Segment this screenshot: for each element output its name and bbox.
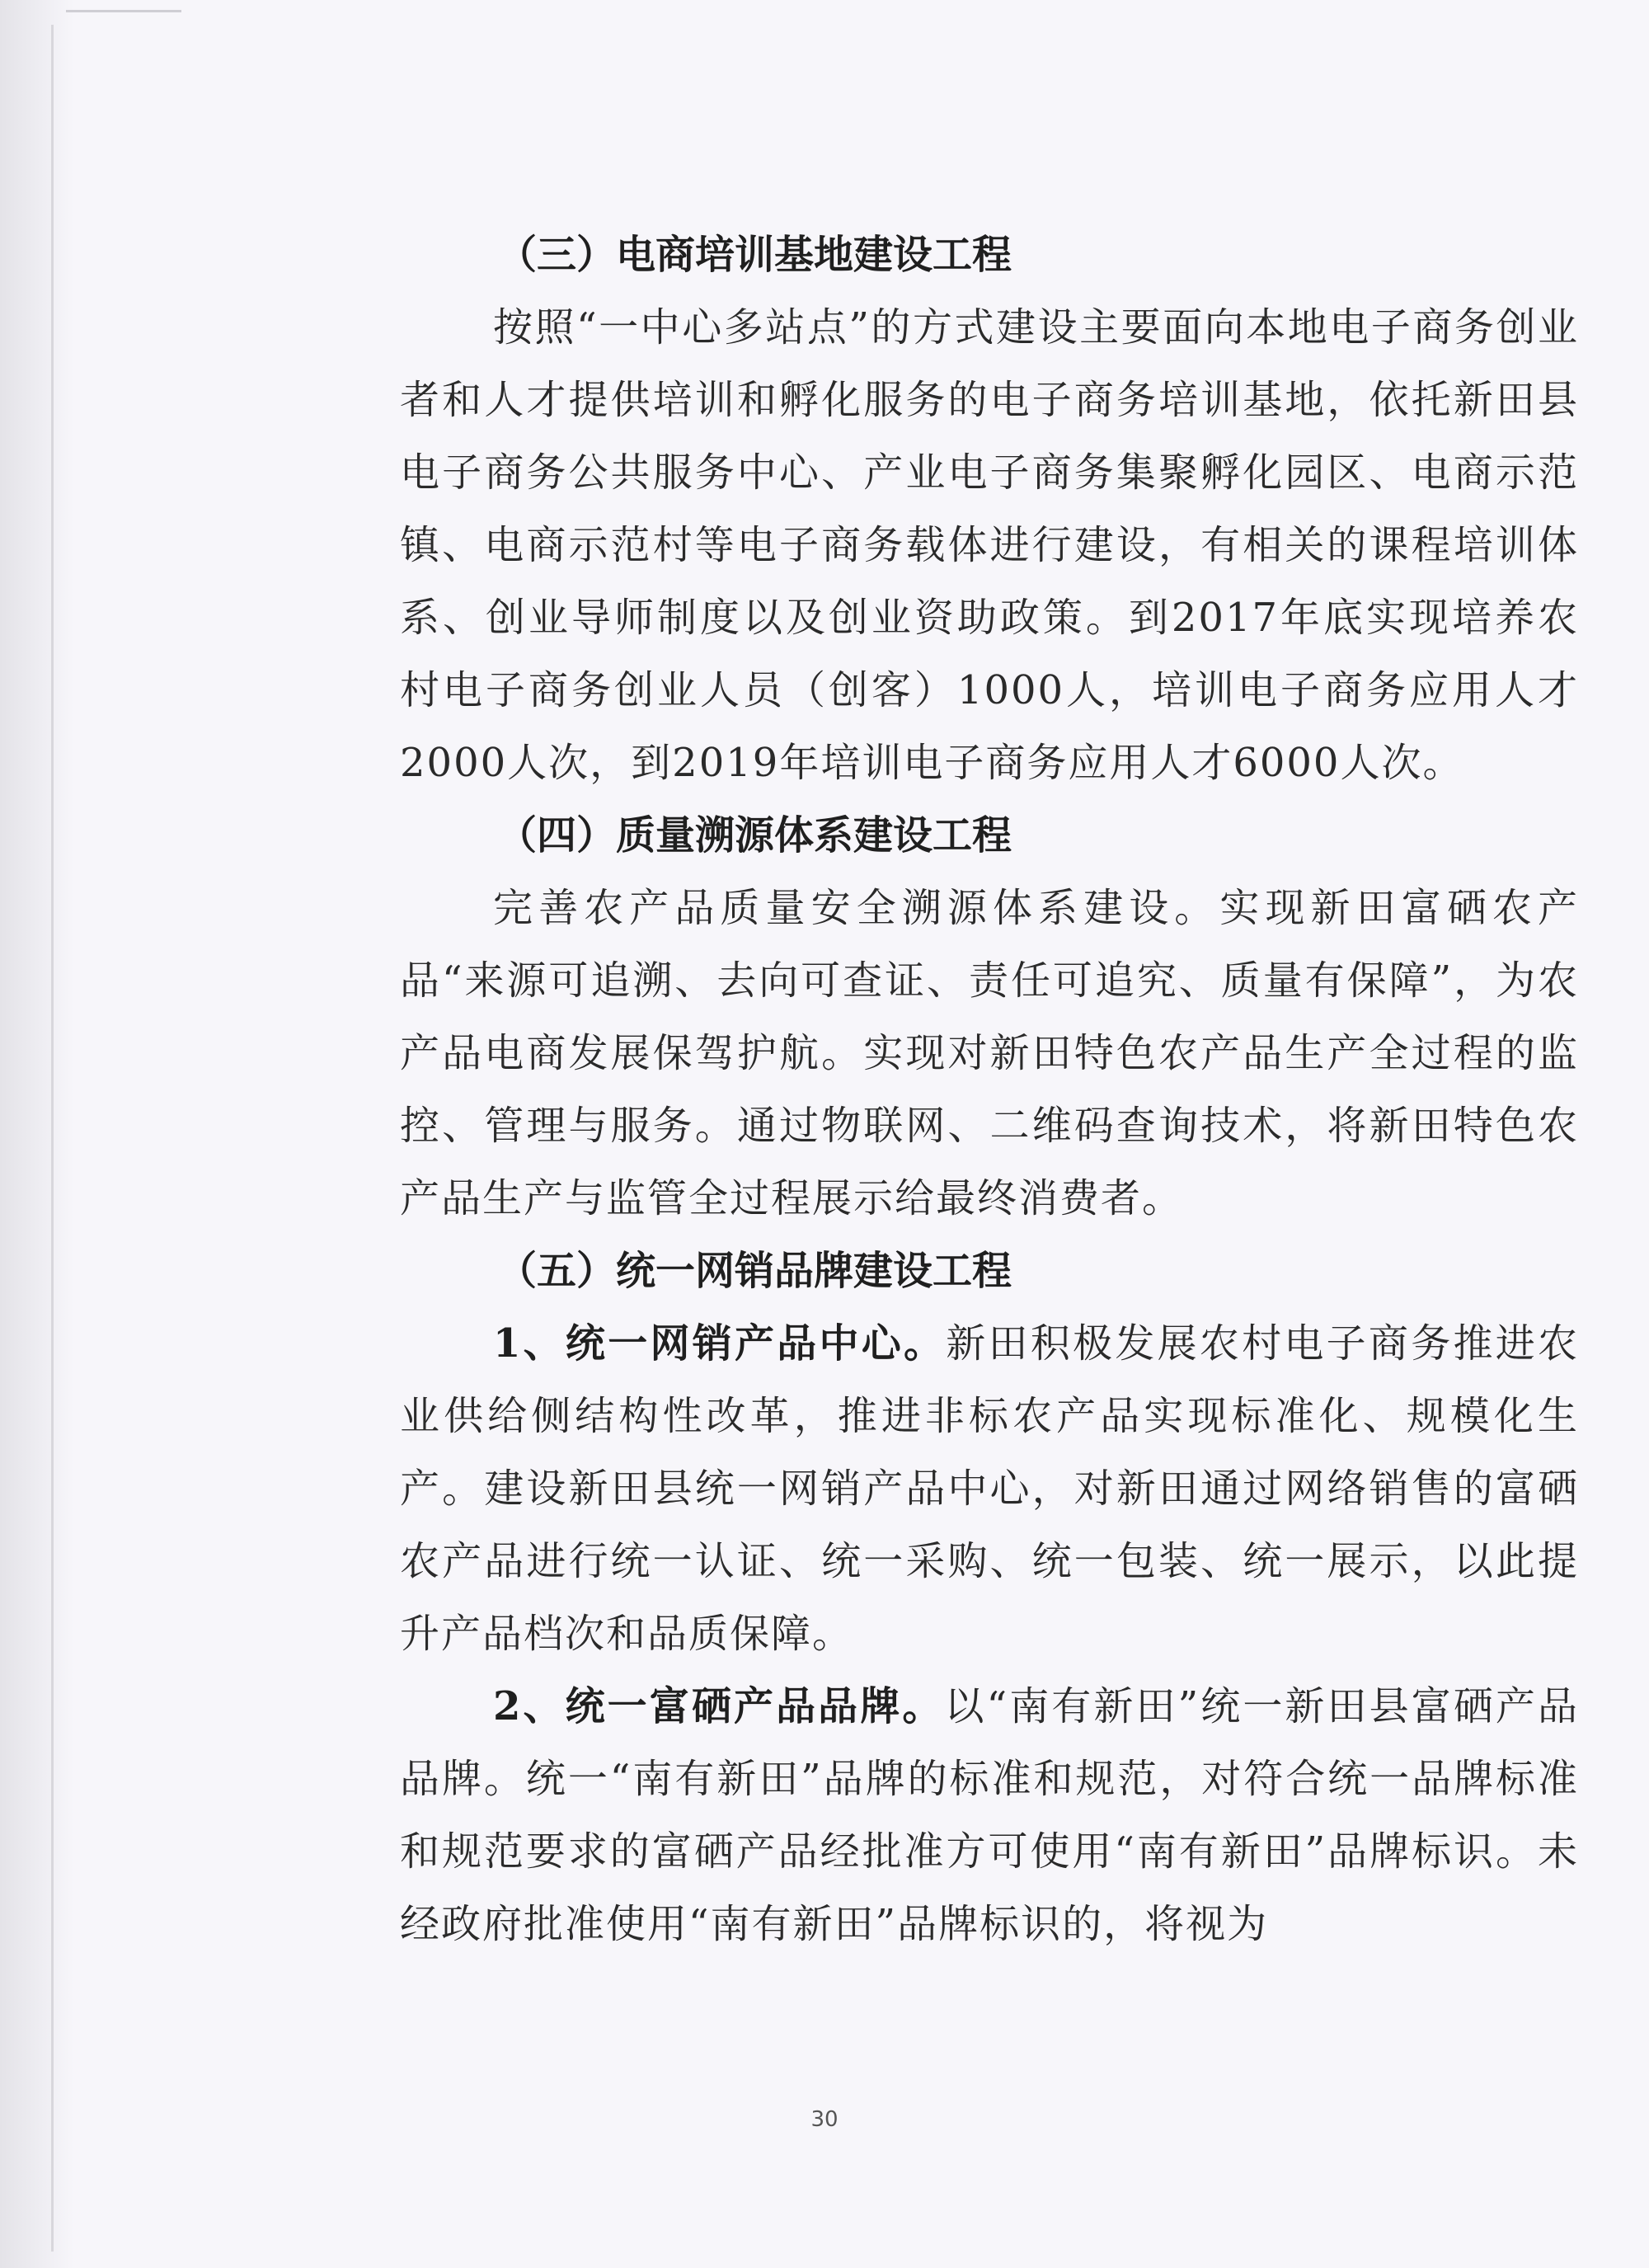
section-5-item-1 xyxy=(400,1307,1579,1670)
scan-top-mark xyxy=(66,10,181,12)
section-heading-4: （四）质量溯源体系建设工程 xyxy=(497,812,1012,859)
section-heading-3: （三）电商培训基地建设工程 xyxy=(497,232,1012,278)
item-1-text: 新田积极发展农村电子商务推进农业供给侧结构性改革，推进非标农产品实现标准化、规模化生产。建设新田县统一网销产品中心，对新田通过网络销售的富硒农产品进行统一认证、统一采购、统一包装、统一展示，以此提升产品档次和品质保障。 xyxy=(400,1320,1579,1657)
scan-edge-line xyxy=(51,25,54,2252)
scan-edge-shadow xyxy=(0,0,74,2268)
section-heading-5: （五）统一网销品牌建设工程 xyxy=(497,1248,1012,1294)
item-2-text: 以“南有新田”统一新田县富硒产品品牌。统一“南有新田”品牌的标准和规范，对符合统一品牌标准和规范要求的富硒产品经批准方可使用“南有新田”品牌标识。未经政府批准使用“南有新田”品牌标识的，将视为 xyxy=(400,1683,1579,1947)
document-body xyxy=(400,219,1579,1960)
section-5-item-2 xyxy=(400,1670,1579,1960)
item-2-lead: 2、统一富硒产品品牌。 xyxy=(493,1683,945,1729)
item-1-lead: 1、统一网销产品中心。 xyxy=(493,1320,947,1367)
section-4-paragraph: 完善农产品质量安全溯源体系建设。实现新田富硒农产品“来源可追溯、去向可查证、责任可追究、质量有保障”，为农产品电商发展保驾护航。实现对新田特色农产品生产全过程的监控、管理与服务。通过物联网、二维码查询技术，将新田特色农产品生产与监管全过程展示给最终消费者。 xyxy=(400,885,1579,1221)
page-number: 30 xyxy=(810,2107,839,2132)
section-3-paragraph: 按照“一中心多站点”的方式建设主要面向本地电子商务创业者和人才提供培训和孵化服务的电子商务培训基地，依托新田县电子商务公共服务中心、产业电子商务集聚孵化园区、电商示范镇、电商示范村等电子商务载体进行建设，有相关的课程培训体系、创业导师制度以及创业资助政策。到2017年底实现培养农村电子商务创业人员（创客）1000人，培训电子商务应用人才2000人次，到2019年培训电子商务应用人才6000人次。 xyxy=(400,304,1579,786)
